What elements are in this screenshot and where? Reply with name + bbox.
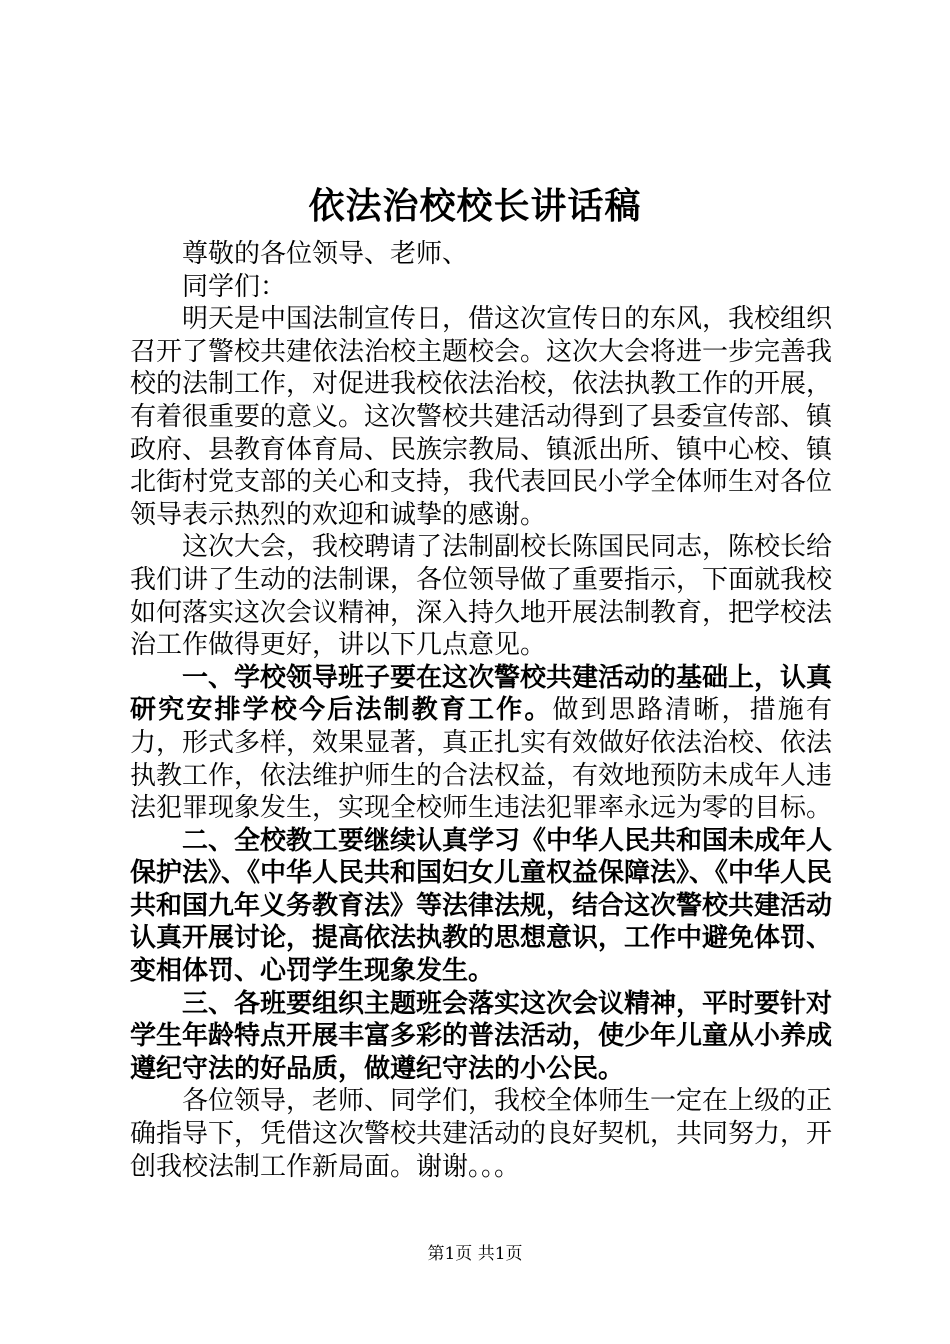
page-number-footer: 第1页 共1页 — [427, 1244, 523, 1264]
salutation-line-1: 尊敬的各位领导、老师、 — [182, 239, 469, 269]
point-one — [130, 662, 832, 825]
point-one-heading: 一、学校领导班子要在这次警校共建活动的基础上，认真研究安排学校今后法制教育工作。 — [130, 662, 833, 726]
point-two: 二、全校教工要继续认真学习《中华人民共和国未成年人保护法》、《中华人民共和国妇女儿童权益保障法》、《中华人民共和国九年义务教育法》等法律法规，结合这次警校共建活动认真开展讨论，提高依法执教的思想意识，工作中避免体罚、变相体罚、心罚学生现象发生。 — [130, 825, 833, 987]
document-body — [130, 238, 832, 1183]
paragraph-context: 这次大会，我校聘请了法制副校长陈国民同志，陈校长给我们讲了生动的法制课，各位领导做了重要指示，下面就我校如何落实这次会议精神，深入持久地开展法制教育，把学校法治工作做得更好，讲以下几点意见。 — [130, 532, 833, 661]
point-one-body: 做到思路清晰，措施有力，形式多样，效果显著，真正扎实有效做好依法治校、依法执教工作，依法维护师生的合法权益，有效地预防未成年人违法犯罪现象发生，实现全校师生违法犯罪率永远为零的目标。 — [130, 695, 833, 824]
point-three: 三、各班要组织主题班会落实这次会议精神，平时要针对学生年龄特点开展丰富多彩的普法活动，使少年儿童从小养成遵纪守法的好品质，做遵纪守法的小公民。 — [130, 988, 833, 1084]
salutation-line-2: 同学们： — [182, 271, 287, 302]
closing-paragraph: 各位领导，老师、同学们，我校全体师生一定在上级的正确指导下，凭借这次警校共建活动的良好契机，共同努力，开创我校法制工作新局面。谢谢。。。 — [130, 1086, 833, 1182]
paragraph-intro: 明天是中国法制宣传日，借这次宣传日的东风，我校组织召开了警校共建依法治校主题校会。这次大会将进一步完善我校的法制工作，对促进我校依法治校，依法执教工作的开展，有着很重要的意义。这次警校共建活动得到了县委宣传部、镇政府、县教育体育局、民族宗教局、镇派出所、镇中心校、镇北街村党支部的关心和支持，我代表回民小学全体师生对各位领导表示热烈的欢迎和诚挚的感谢。 — [130, 304, 833, 530]
document-title: 依法治校校长讲话稿 — [308, 185, 642, 227]
